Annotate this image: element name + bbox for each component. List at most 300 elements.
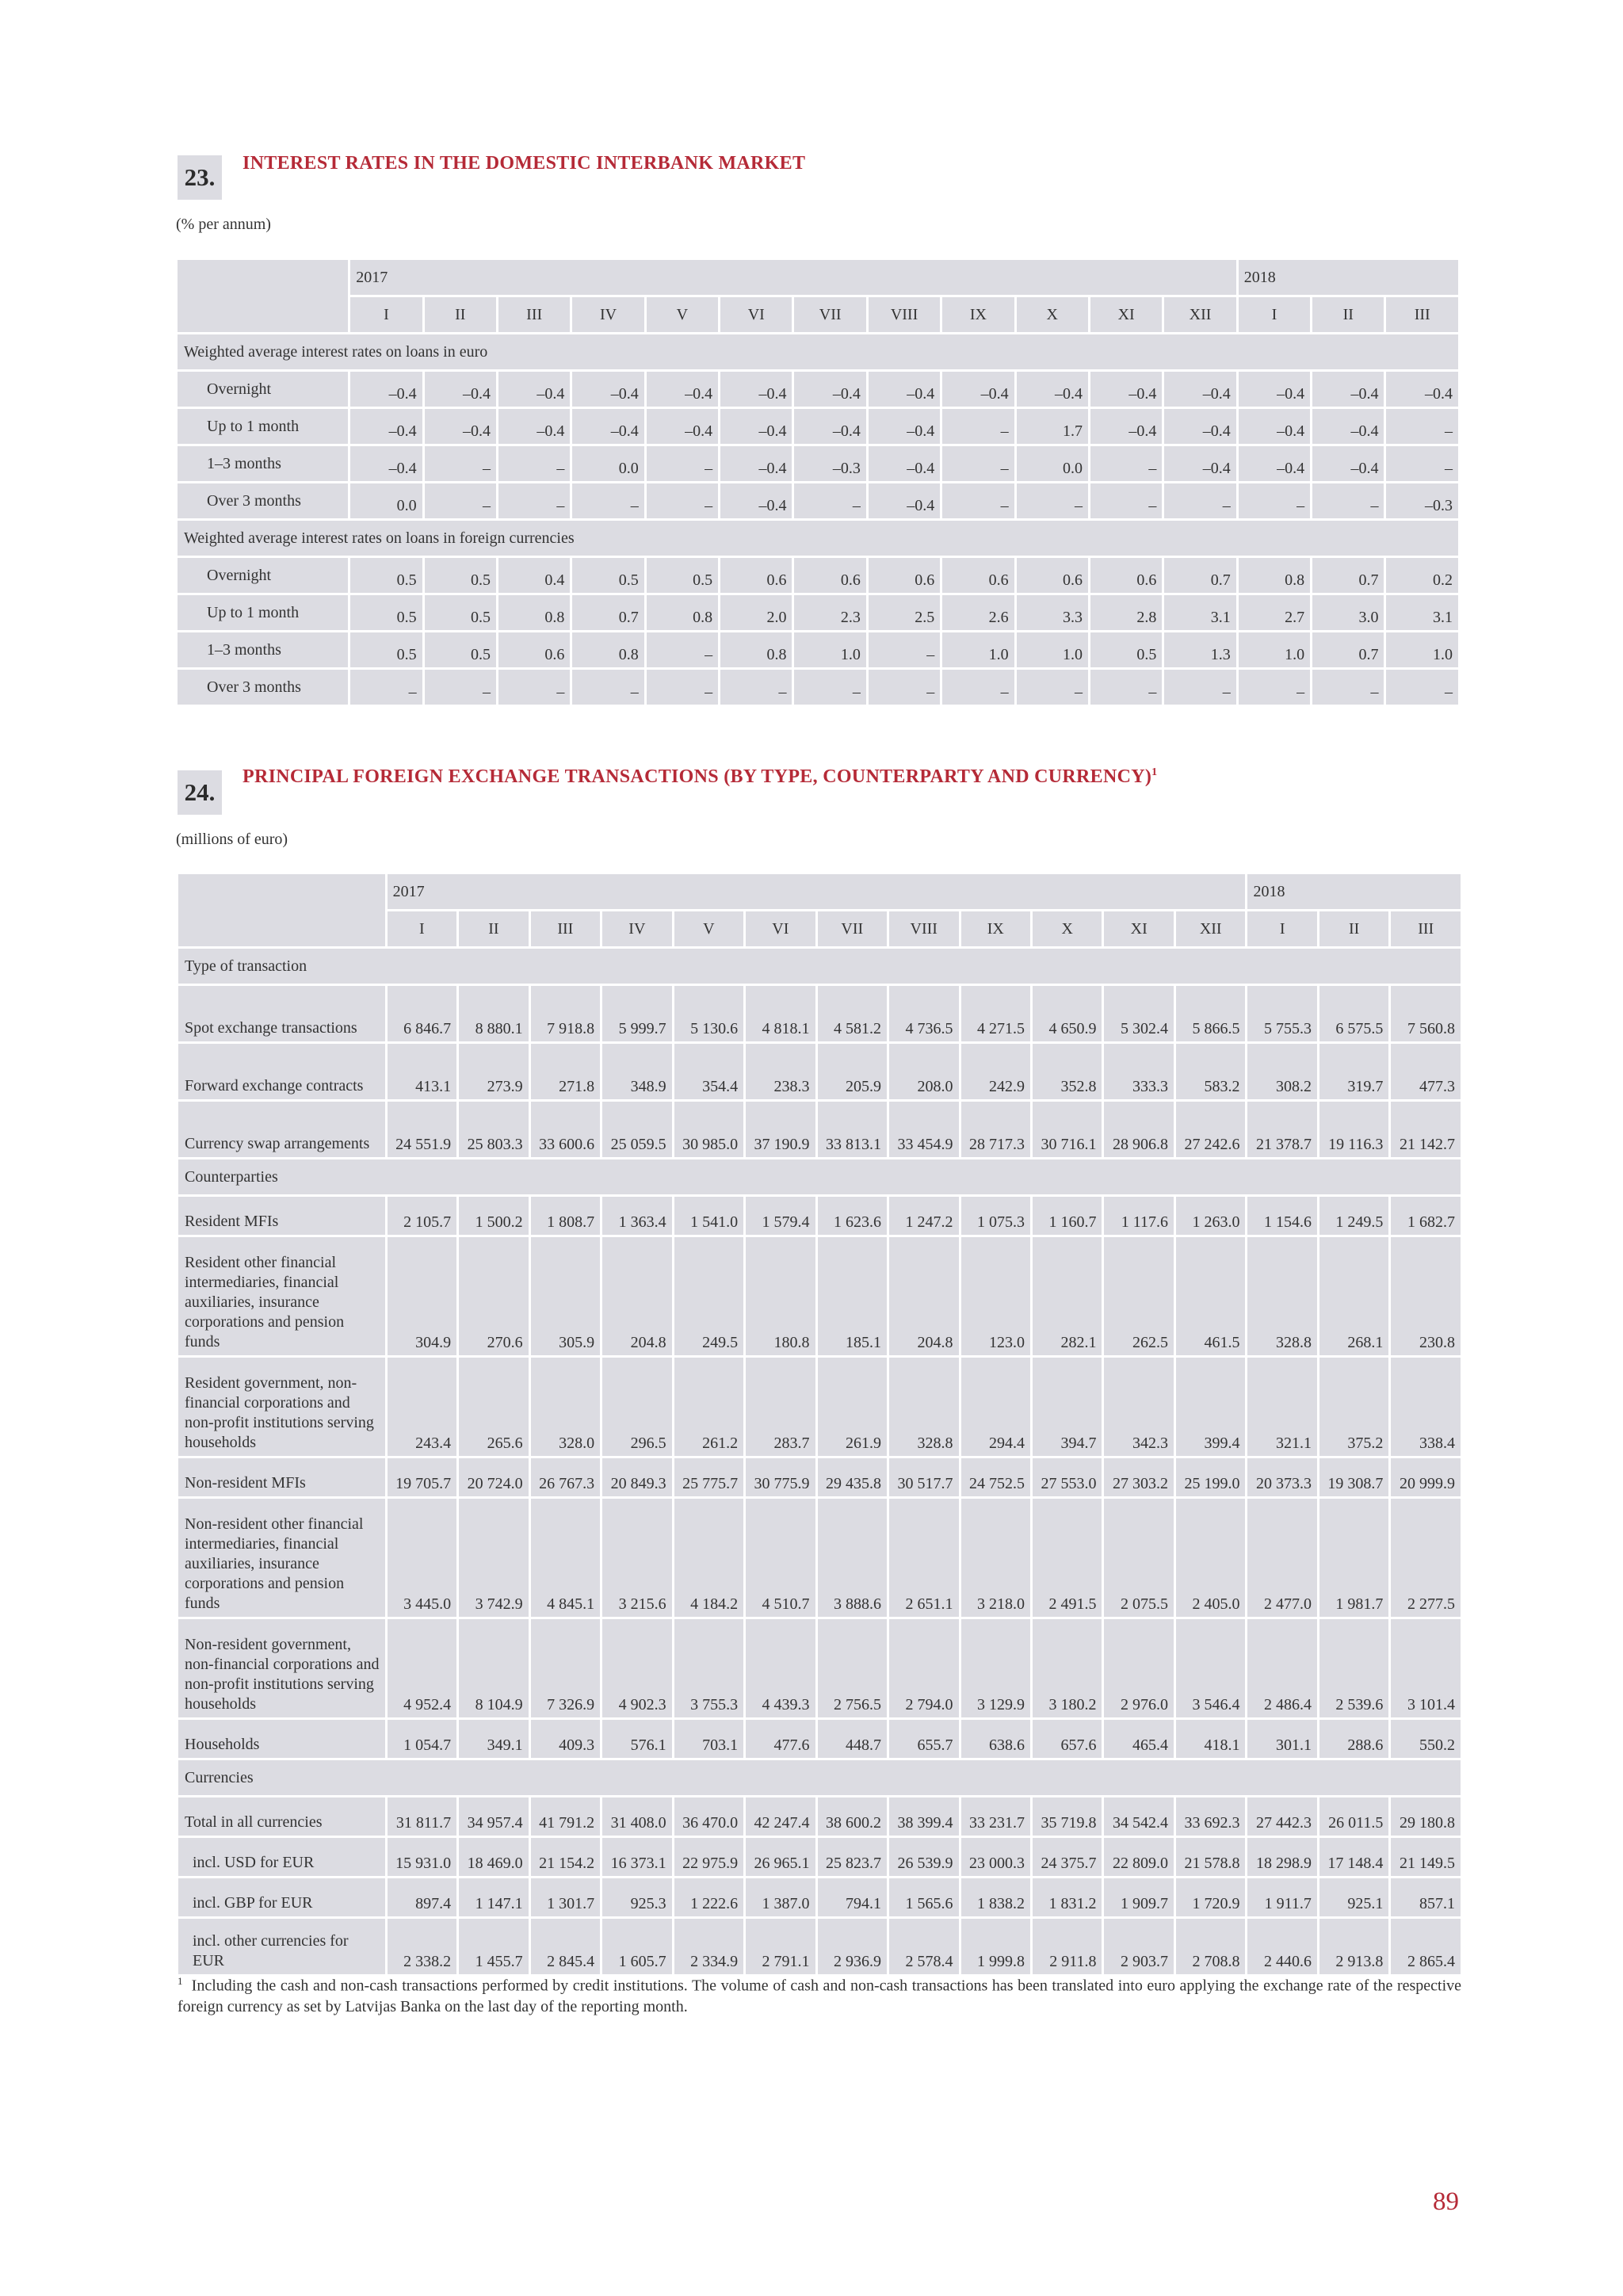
value-cell: 19 116.3 [1319, 1102, 1388, 1157]
group-title: Currencies [178, 1760, 1461, 1795]
header-corner [178, 874, 385, 946]
footnote-mark: 1 [178, 1975, 183, 1987]
value-cell: – [1312, 670, 1384, 705]
value-cell: – [1239, 483, 1310, 518]
row-label: Over 3 months [178, 483, 348, 518]
row-label: incl. GBP for EUR [178, 1878, 385, 1916]
row-label: Households [178, 1720, 385, 1758]
value-cell: 6 846.7 [388, 986, 456, 1041]
month-header: III [1386, 297, 1458, 332]
value-cell: 0.7 [1164, 558, 1235, 593]
value-cell: – [1164, 670, 1235, 705]
value-cell: 2 477.0 [1247, 1499, 1316, 1617]
value-cell: 328.0 [531, 1358, 600, 1456]
value-cell: 1 263.0 [1176, 1197, 1245, 1235]
table-row [178, 1838, 1461, 1876]
section-23-title: INTEREST RATES IN THE DOMESTIC INTERBANK MARKET [242, 153, 806, 174]
table-row [178, 595, 1458, 630]
value-cell: –0.4 [572, 409, 643, 444]
value-cell: – [350, 670, 422, 705]
value-cell: 16 373.1 [602, 1838, 671, 1876]
value-cell: 1.0 [1017, 632, 1088, 667]
value-cell: 638.6 [961, 1720, 1030, 1758]
value-cell: 925.3 [602, 1878, 671, 1916]
value-cell: –0.4 [425, 409, 496, 444]
table-row [178, 372, 1458, 407]
value-cell: 243.4 [388, 1358, 456, 1456]
value-cell: 262.5 [1104, 1237, 1173, 1355]
month-header: VI [720, 297, 792, 332]
value-cell: 3 101.4 [1391, 1619, 1461, 1717]
value-cell: – [942, 483, 1014, 518]
value-cell: 2 334.9 [674, 1919, 743, 1974]
value-cell: 413.1 [388, 1044, 456, 1099]
month-header: I [1239, 297, 1310, 332]
value-cell: 305.9 [531, 1237, 600, 1355]
value-cell: 18 298.9 [1247, 1838, 1316, 1876]
value-cell: 0.6 [1090, 558, 1162, 593]
value-cell: 123.0 [961, 1237, 1030, 1355]
table-row [178, 1237, 1461, 1355]
value-cell: 2.0 [720, 595, 792, 630]
value-cell: 265.6 [459, 1358, 528, 1456]
value-cell: 21 578.8 [1176, 1838, 1245, 1876]
month-header: XI [1104, 911, 1173, 946]
value-cell: – [1090, 483, 1162, 518]
value-cell: 4 439.3 [746, 1619, 815, 1717]
value-cell: –0.4 [720, 483, 792, 518]
value-cell: 19 308.7 [1319, 1458, 1388, 1496]
value-cell: 249.5 [674, 1237, 743, 1355]
month-header: X [1033, 911, 1102, 946]
value-cell: 1.0 [1239, 632, 1310, 667]
interest-rates-table [175, 258, 1461, 707]
value-cell: 1 160.7 [1033, 1197, 1102, 1235]
value-cell: 2.5 [869, 595, 940, 630]
value-cell: 238.3 [746, 1044, 815, 1099]
table-row [178, 670, 1458, 705]
value-cell: 4 581.2 [818, 986, 887, 1041]
value-cell: 448.7 [818, 1720, 887, 1758]
value-cell: 399.4 [1176, 1358, 1245, 1456]
value-cell: –0.4 [942, 372, 1014, 407]
value-cell: –0.4 [425, 372, 496, 407]
month-header: IX [961, 911, 1030, 946]
value-cell: 30 517.7 [889, 1458, 958, 1496]
value-cell: –0.4 [1239, 446, 1310, 481]
value-cell: 0.5 [425, 558, 496, 593]
value-cell: 321.1 [1247, 1358, 1316, 1456]
value-cell: 3.0 [1312, 595, 1384, 630]
value-cell: 2 756.5 [818, 1619, 887, 1717]
value-cell: – [425, 483, 496, 518]
value-cell: 1.0 [1386, 632, 1458, 667]
value-cell: 1 838.2 [961, 1878, 1030, 1916]
value-cell: 35 719.8 [1033, 1797, 1102, 1836]
month-header: XI [1090, 297, 1162, 332]
row-label: 1–3 months [178, 446, 348, 481]
value-cell: 1 541.0 [674, 1197, 743, 1235]
value-cell: 204.8 [889, 1237, 958, 1355]
value-cell: 550.2 [1391, 1720, 1461, 1758]
value-cell: 3.1 [1164, 595, 1235, 630]
value-cell: 794.1 [818, 1878, 887, 1916]
value-cell: –0.4 [720, 446, 792, 481]
value-cell: – [1386, 670, 1458, 705]
row-label: incl. USD for EUR [178, 1838, 385, 1876]
table-row [178, 1197, 1461, 1235]
month-header: II [425, 297, 496, 332]
row-label: Non-resident other financial intermediaries, financial auxiliaries, insurance corporations and pension funds [178, 1499, 385, 1617]
year-2017: 2017 [388, 874, 1246, 909]
value-cell: 0.0 [1017, 446, 1088, 481]
value-cell: – [425, 446, 496, 481]
row-label: Overnight [178, 558, 348, 593]
group-header-row [178, 334, 1458, 369]
value-cell: – [1017, 483, 1088, 518]
value-cell: –0.4 [869, 372, 940, 407]
value-cell: 268.1 [1319, 1237, 1388, 1355]
value-cell: 3 129.9 [961, 1619, 1030, 1717]
value-cell: 338.4 [1391, 1358, 1461, 1456]
value-cell: 0.6 [942, 558, 1014, 593]
value-cell: 294.4 [961, 1358, 1030, 1456]
value-cell: 7 560.8 [1391, 986, 1461, 1041]
value-cell: 34 957.4 [459, 1797, 528, 1836]
row-label: Forward exchange contracts [178, 1044, 385, 1099]
table-row [178, 1919, 1461, 1974]
month-header: I [350, 297, 422, 332]
value-cell: 2 578.4 [889, 1919, 958, 1974]
value-cell: 2 105.7 [388, 1197, 456, 1235]
value-cell: 261.2 [674, 1358, 743, 1456]
value-cell: 4 952.4 [388, 1619, 456, 1717]
value-cell: 25 803.3 [459, 1102, 528, 1157]
footnote-text: Including the cash and non-cash transactions performed by credit institutions. The volume of cash and non-cash transactions has been translated into euro applying the exchange rate of the respective foreign currency as set by Latvijas Banka on the last day of the reporting month. [178, 1977, 1462, 2015]
value-cell: 2 491.5 [1033, 1499, 1102, 1617]
value-cell: 1 999.8 [961, 1919, 1030, 1974]
value-cell: –0.4 [1164, 372, 1235, 407]
value-cell: –0.4 [1386, 372, 1458, 407]
value-cell: 333.3 [1104, 1044, 1173, 1099]
month-header: VII [794, 297, 865, 332]
value-cell: 1 249.5 [1319, 1197, 1388, 1235]
month-header: VI [746, 911, 815, 946]
value-cell: 3 445.0 [388, 1499, 456, 1617]
value-cell: 0.8 [498, 595, 570, 630]
value-cell: 583.2 [1176, 1044, 1245, 1099]
value-cell: 1 247.2 [889, 1197, 958, 1235]
value-cell: –0.4 [1312, 409, 1384, 444]
value-cell: –0.4 [350, 446, 422, 481]
value-cell: – [1386, 409, 1458, 444]
value-cell: 1 222.6 [674, 1878, 743, 1916]
value-cell: 857.1 [1391, 1878, 1461, 1916]
value-cell: 655.7 [889, 1720, 958, 1758]
value-cell: – [425, 670, 496, 705]
value-cell: 242.9 [961, 1044, 1030, 1099]
value-cell: 1 455.7 [459, 1919, 528, 1974]
value-cell: 3 215.6 [602, 1499, 671, 1617]
value-cell: –0.4 [1090, 372, 1162, 407]
month-header: IX [942, 297, 1014, 332]
section-24-title [242, 766, 1157, 788]
value-cell: 409.3 [531, 1720, 600, 1758]
footnote [178, 1971, 1461, 2017]
value-cell: 38 600.2 [818, 1797, 887, 1836]
value-cell: –0.4 [1090, 409, 1162, 444]
row-label: Non-resident MFIs [178, 1458, 385, 1496]
value-cell: 0.8 [647, 595, 718, 630]
value-cell: 1 565.6 [889, 1878, 958, 1916]
value-cell: 1 981.7 [1319, 1499, 1388, 1617]
group-title: Weighted average interest rates on loans in euro [178, 334, 1458, 369]
value-cell: 0.5 [425, 632, 496, 667]
value-cell: 20 999.9 [1391, 1458, 1461, 1496]
value-cell: 0.8 [720, 632, 792, 667]
value-cell: 2 651.1 [889, 1499, 958, 1617]
value-cell: 4 736.5 [889, 986, 958, 1041]
value-cell: 1 363.4 [602, 1197, 671, 1235]
value-cell: 20 849.3 [602, 1458, 671, 1496]
value-cell: 925.1 [1319, 1878, 1388, 1916]
value-cell: 897.4 [388, 1878, 456, 1916]
value-cell: – [572, 483, 643, 518]
value-cell: 5 999.7 [602, 986, 671, 1041]
value-cell: 0.6 [1017, 558, 1088, 593]
month-header: VII [818, 911, 887, 946]
value-cell: – [572, 670, 643, 705]
value-cell: –0.4 [1017, 372, 1088, 407]
value-cell: 34 542.4 [1104, 1797, 1173, 1836]
value-cell: 230.8 [1391, 1237, 1461, 1355]
value-cell: 2 976.0 [1104, 1619, 1173, 1717]
value-cell: 0.5 [350, 632, 422, 667]
value-cell: 2.6 [942, 595, 1014, 630]
value-cell: 1 500.2 [459, 1197, 528, 1235]
value-cell: 319.7 [1319, 1044, 1388, 1099]
value-cell: 2 486.4 [1247, 1619, 1316, 1717]
value-cell: 29 435.8 [818, 1458, 887, 1496]
value-cell: 1.0 [794, 632, 865, 667]
value-cell: 0.8 [1239, 558, 1310, 593]
value-cell: 8 104.9 [459, 1619, 528, 1717]
month-header: I [388, 911, 456, 946]
value-cell: 24 375.7 [1033, 1838, 1102, 1876]
value-cell: 26 767.3 [531, 1458, 600, 1496]
value-cell: 3 546.4 [1176, 1619, 1245, 1717]
value-cell: – [647, 632, 718, 667]
value-cell: 1 579.4 [746, 1197, 815, 1235]
value-cell: 0.5 [1090, 632, 1162, 667]
value-cell: –0.4 [720, 372, 792, 407]
row-label: Resident other financial intermediaries, financial auxiliaries, insurance corporations and pension funds [178, 1237, 385, 1355]
table-row [178, 446, 1458, 481]
value-cell: 283.7 [746, 1358, 815, 1456]
value-cell: –0.4 [1239, 409, 1310, 444]
value-cell: 0.0 [350, 483, 422, 518]
month-header: V [647, 297, 718, 332]
value-cell: 2 936.9 [818, 1919, 887, 1974]
value-cell: 205.9 [818, 1044, 887, 1099]
group-header-row [178, 1760, 1461, 1795]
value-cell: 2.7 [1239, 595, 1310, 630]
month-header: VIII [889, 911, 958, 946]
value-cell: 2 708.8 [1176, 1919, 1245, 1974]
value-cell: 4 818.1 [746, 986, 815, 1041]
value-cell: 204.8 [602, 1237, 671, 1355]
table-row [178, 1458, 1461, 1496]
value-cell: –0.4 [869, 409, 940, 444]
value-cell: 1 075.3 [961, 1197, 1030, 1235]
value-cell: 576.1 [602, 1720, 671, 1758]
value-cell: 2 539.6 [1319, 1619, 1388, 1717]
value-cell: 0.5 [647, 558, 718, 593]
section-24-unit: (millions of euro) [176, 831, 288, 848]
value-cell: 185.1 [818, 1237, 887, 1355]
value-cell: 33 231.7 [961, 1797, 1030, 1836]
value-cell: 1 808.7 [531, 1197, 600, 1235]
value-cell: 2 405.0 [1176, 1499, 1245, 1617]
year-header-row [178, 874, 1461, 909]
value-cell: 4 271.5 [961, 986, 1030, 1041]
value-cell: 4 510.7 [746, 1499, 815, 1617]
value-cell: 26 965.1 [746, 1838, 815, 1876]
value-cell: –0.4 [869, 483, 940, 518]
value-cell: – [498, 483, 570, 518]
value-cell: 352.8 [1033, 1044, 1102, 1099]
value-cell: 24 551.9 [388, 1102, 456, 1157]
value-cell: – [942, 670, 1014, 705]
value-cell: –0.4 [794, 409, 865, 444]
month-header: X [1017, 297, 1088, 332]
value-cell: 1 720.9 [1176, 1878, 1245, 1916]
value-cell: 24 752.5 [961, 1458, 1030, 1496]
month-header: XII [1176, 911, 1245, 946]
value-cell: – [498, 446, 570, 481]
value-cell: 2 911.8 [1033, 1919, 1102, 1974]
value-cell: – [1386, 446, 1458, 481]
value-cell: 2 794.0 [889, 1619, 958, 1717]
year-2018: 2018 [1247, 874, 1461, 909]
value-cell: 2 277.5 [1391, 1499, 1461, 1617]
value-cell: 30 985.0 [674, 1102, 743, 1157]
value-cell: 349.1 [459, 1720, 528, 1758]
value-cell: 8 880.1 [459, 986, 528, 1041]
value-cell: 1 387.0 [746, 1878, 815, 1916]
section-24-title-footnote-mark: 1 [1151, 766, 1158, 778]
value-cell: 0.2 [1386, 558, 1458, 593]
month-header: XII [1164, 297, 1235, 332]
value-cell: 296.5 [602, 1358, 671, 1456]
value-cell: 2 903.7 [1104, 1919, 1173, 1974]
value-cell: 2 913.8 [1319, 1919, 1388, 1974]
fx-transactions-table [176, 872, 1463, 1977]
value-cell: 0.6 [869, 558, 940, 593]
value-cell: 1 623.6 [818, 1197, 887, 1235]
table-row [178, 1619, 1461, 1717]
month-header: II [1319, 911, 1388, 946]
value-cell: 288.6 [1319, 1720, 1388, 1758]
value-cell: –0.3 [1386, 483, 1458, 518]
value-cell: 41 791.2 [531, 1797, 600, 1836]
row-label: Resident government, non-financial corporations and non-profit institutions serving households [178, 1358, 385, 1456]
value-cell: –0.4 [1164, 446, 1235, 481]
value-cell: 3.1 [1386, 595, 1458, 630]
section-24-title-text: PRINCIPAL FOREIGN EXCHANGE TRANSACTIONS (BY TYPE, COUNTERPARTY AND CURRENCY) [242, 766, 1152, 787]
group-title: Counterparties [178, 1159, 1461, 1194]
value-cell: 37 190.9 [746, 1102, 815, 1157]
value-cell: 0.6 [720, 558, 792, 593]
value-cell: 4 902.3 [602, 1619, 671, 1717]
value-cell: – [1239, 670, 1310, 705]
value-cell: 18 469.0 [459, 1838, 528, 1876]
row-label: Over 3 months [178, 670, 348, 705]
value-cell: 21 154.2 [531, 1838, 600, 1876]
value-cell: 4 650.9 [1033, 986, 1102, 1041]
value-cell: 657.6 [1033, 1720, 1102, 1758]
value-cell: 28 906.8 [1104, 1102, 1173, 1157]
value-cell: 3 742.9 [459, 1499, 528, 1617]
value-cell: 21 142.7 [1391, 1102, 1461, 1157]
value-cell: 27 553.0 [1033, 1458, 1102, 1496]
value-cell: 354.4 [674, 1044, 743, 1099]
row-label: Non-resident government, non-financial corporations and non-profit institutions serving households [178, 1619, 385, 1717]
page-number: 89 [1433, 2187, 1459, 2216]
table-row [178, 632, 1458, 667]
value-cell: 2 845.4 [531, 1919, 600, 1974]
value-cell: 1 682.7 [1391, 1197, 1461, 1235]
value-cell: – [794, 670, 865, 705]
value-cell: 0.6 [498, 632, 570, 667]
value-cell: – [869, 670, 940, 705]
value-cell: 1 301.7 [531, 1878, 600, 1916]
value-cell: 0.6 [794, 558, 865, 593]
value-cell: 328.8 [889, 1358, 958, 1456]
value-cell: 2.8 [1090, 595, 1162, 630]
group-header-row [178, 1159, 1461, 1194]
table-row [178, 1797, 1461, 1836]
table-row [178, 1102, 1461, 1157]
value-cell: 1 147.1 [459, 1878, 528, 1916]
value-cell: 461.5 [1176, 1237, 1245, 1355]
value-cell: – [869, 632, 940, 667]
value-cell: 19 705.7 [388, 1458, 456, 1496]
value-cell: 7 918.8 [531, 986, 600, 1041]
month-header: III [1391, 911, 1461, 946]
value-cell: 308.2 [1247, 1044, 1316, 1099]
header-corner [178, 260, 348, 332]
row-label: Total in all currencies [178, 1797, 385, 1836]
value-cell: 22 809.0 [1104, 1838, 1173, 1876]
value-cell: –0.4 [647, 372, 718, 407]
value-cell: – [1164, 483, 1235, 518]
value-cell: –0.4 [572, 372, 643, 407]
value-cell: –0.4 [869, 446, 940, 481]
value-cell: 0.5 [350, 558, 422, 593]
value-cell: 1 605.7 [602, 1919, 671, 1974]
value-cell: 20 724.0 [459, 1458, 528, 1496]
value-cell: –0.4 [720, 409, 792, 444]
value-cell: 3 888.6 [818, 1499, 887, 1617]
value-cell: 31 408.0 [602, 1797, 671, 1836]
value-cell: 38 399.4 [889, 1797, 958, 1836]
value-cell: 0.5 [572, 558, 643, 593]
month-header: IV [572, 297, 643, 332]
value-cell: 0.7 [1312, 632, 1384, 667]
value-cell: 328.8 [1247, 1237, 1316, 1355]
group-header-row [178, 521, 1458, 556]
